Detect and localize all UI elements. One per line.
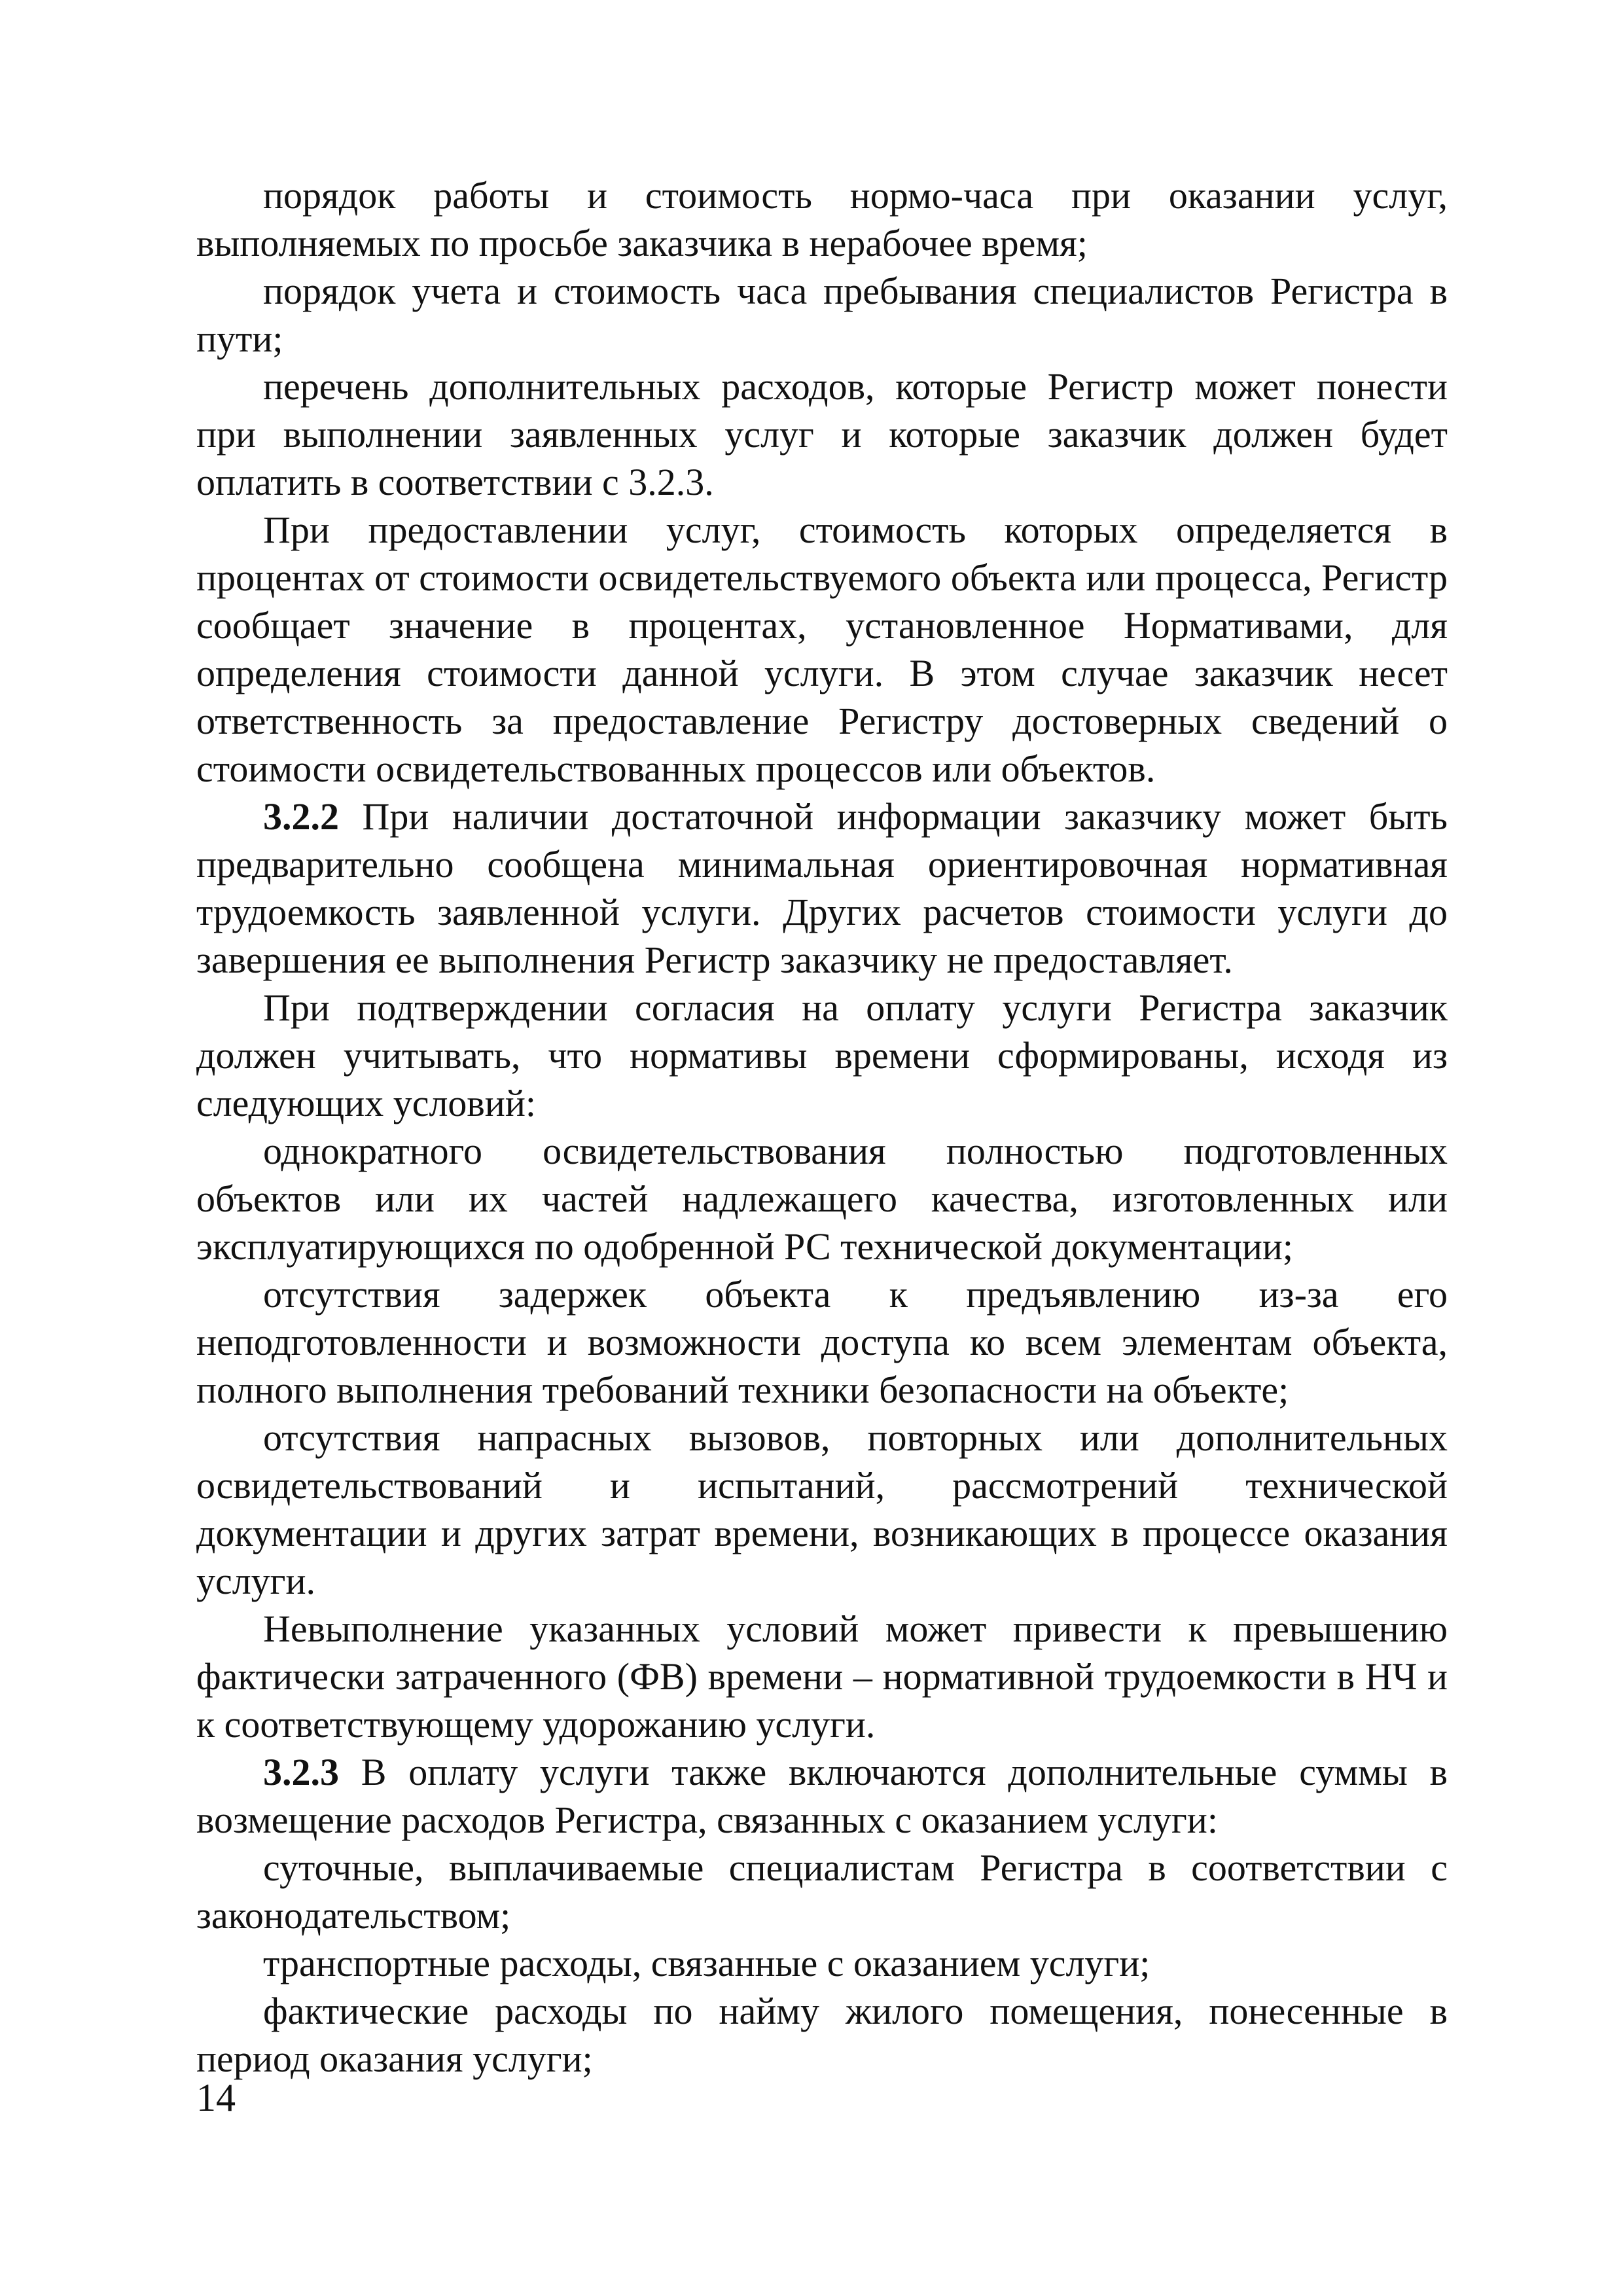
page-number: 14 [196, 2076, 236, 2119]
paragraph: фактические расходы по найму жилого помещения, понесенные в период оказания услуги; [196, 1990, 1448, 2080]
paragraph: Невыполнение указанных условий может привести к превышению фактически затраченного (ФВ) времени – нормативной трудоемкости в НЧ и к соответствующему удорожанию услуги. [196, 1607, 1448, 1746]
paragraph: отсутствия задержек объекта к предъявлению из-за его неподготовленности и возможности доступа ко всем элементам объекта, полного выполнения требований техники безопасности на объекте; [196, 1273, 1448, 1411]
paragraph: суточные, выплачиваемые специалистам Регистра в соответствии с законодательством; [196, 1846, 1448, 1937]
paragraph: порядок учета и стоимость часа пребывания специалистов Регистра в пути; [196, 270, 1448, 360]
paragraph: При подтверждении согласия на оплату услуги Регистра заказчик должен учитывать, что нормативы времени сформированы, исходя из следующих условий: [196, 986, 1448, 1124]
paragraph: транспортные расходы, связанные с оказанием услуги; [263, 1942, 1150, 1984]
paragraph: При предоставлении услуг, стоимость которых определяется в процентах от стоимости освидетельствуемого объекта или процесса, Регистр сообщает значение в процентах, установленное Нормативами, для определения стоимости данной услуги. В этом случае заказчик несет ответственность за предоставление Регистру достоверных сведений о стоимости освидетельствованных процессов или объектов. [196, 509, 1448, 790]
paragraph: однократного освидетельствования полностью подготовленных объектов или их частей надлежащего качества, изготовленных или эксплуатирующихся по одобренной РС технической документации; [196, 1130, 1448, 1268]
paragraph: порядок работы и стоимость нормо-часа при оказании услуг, выполняемых по просьбе заказчика в нерабочее время; [196, 174, 1448, 264]
paragraph: перечень дополнительных расходов, которые Регистр может понести при выполнении заявленных услуг и которые заказчик должен будет оплатить в соответствии с 3.2.3. [196, 365, 1448, 503]
body-text [196, 171, 1448, 2083]
section-number: 3.2.2 [263, 795, 339, 838]
section-number: 3.2.3 [263, 1751, 339, 1793]
paragraph-section-3-2-2: 3.2.2 При наличии достаточной информации заказчику может быть предварительно сообщена минимальная ориентировочная нормативная трудоемкость заявленной услуги. Других расчетов стоимости услуги до завершения ее выполнения Регистр заказчику не предоставляет. [196, 795, 1448, 981]
paragraph-section-3-2-3: 3.2.3 В оплату услуги также включаются дополнительные суммы в возмещение расходов Регистра, связанных с оказанием услуги: [196, 1751, 1448, 1841]
paragraph: отсутствия напрасных вызовов, повторных или дополнительных освидетельствований и испытаний, рассмотрений технической документации и других затрат времени, возникающих в процессе оказания услуги. [196, 1416, 1448, 1602]
